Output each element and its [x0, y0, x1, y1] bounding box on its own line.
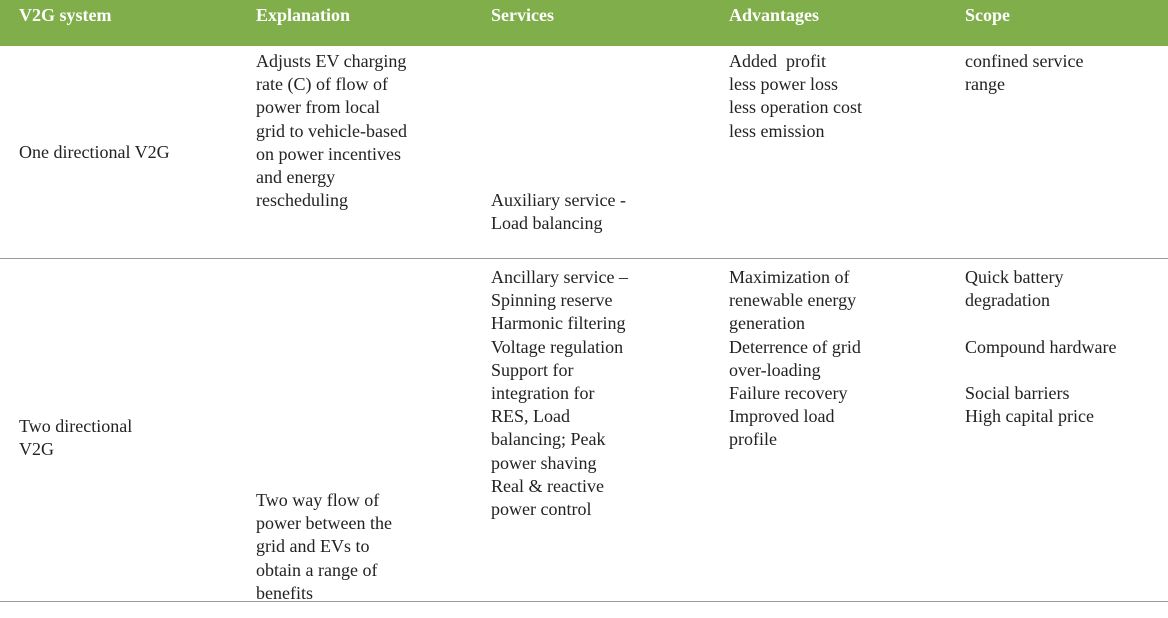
header-services: Services	[491, 5, 554, 25]
table-header	[0, 0, 1168, 46]
row2-scope: Quick battery degradation Compound hardware Social barriers High capital price	[965, 267, 1117, 427]
table-bottom-rule	[0, 601, 1168, 602]
row2-advantages: Maximization of renewable energy generation Deterrence of grid over-loading Failure recovery Improved load profile	[729, 267, 861, 450]
row2-explanation: Two way flow of power between the grid and EVs to obtain a range of benefits	[256, 490, 392, 603]
row1-advantages: Added profit less power loss less operation cost less emission	[729, 51, 862, 141]
header-scope: Scope	[965, 5, 1010, 25]
row1-services: Auxiliary service - Load balancing	[491, 190, 626, 234]
row1-scope: confined service range	[965, 51, 1084, 95]
row2-services: Ancillary service – Spinning reserve Harmonic filtering Voltage regulation Support for integration for RES, Load balancing; Peak power shaving Real & reactive power control	[491, 267, 628, 520]
header-explanation: Explanation	[256, 5, 351, 25]
row-divider	[0, 258, 1168, 259]
row2-system: Two directional V2G	[19, 416, 133, 460]
row1-system: One directional V2G	[19, 142, 170, 162]
header-v2g-system: V2G system	[19, 5, 112, 25]
header-advantages: Advantages	[729, 5, 820, 25]
row1-explanation: Adjusts EV charging rate (C) of flow of power from local grid to vehicle-based on power incentives and energy rescheduling	[256, 51, 407, 211]
